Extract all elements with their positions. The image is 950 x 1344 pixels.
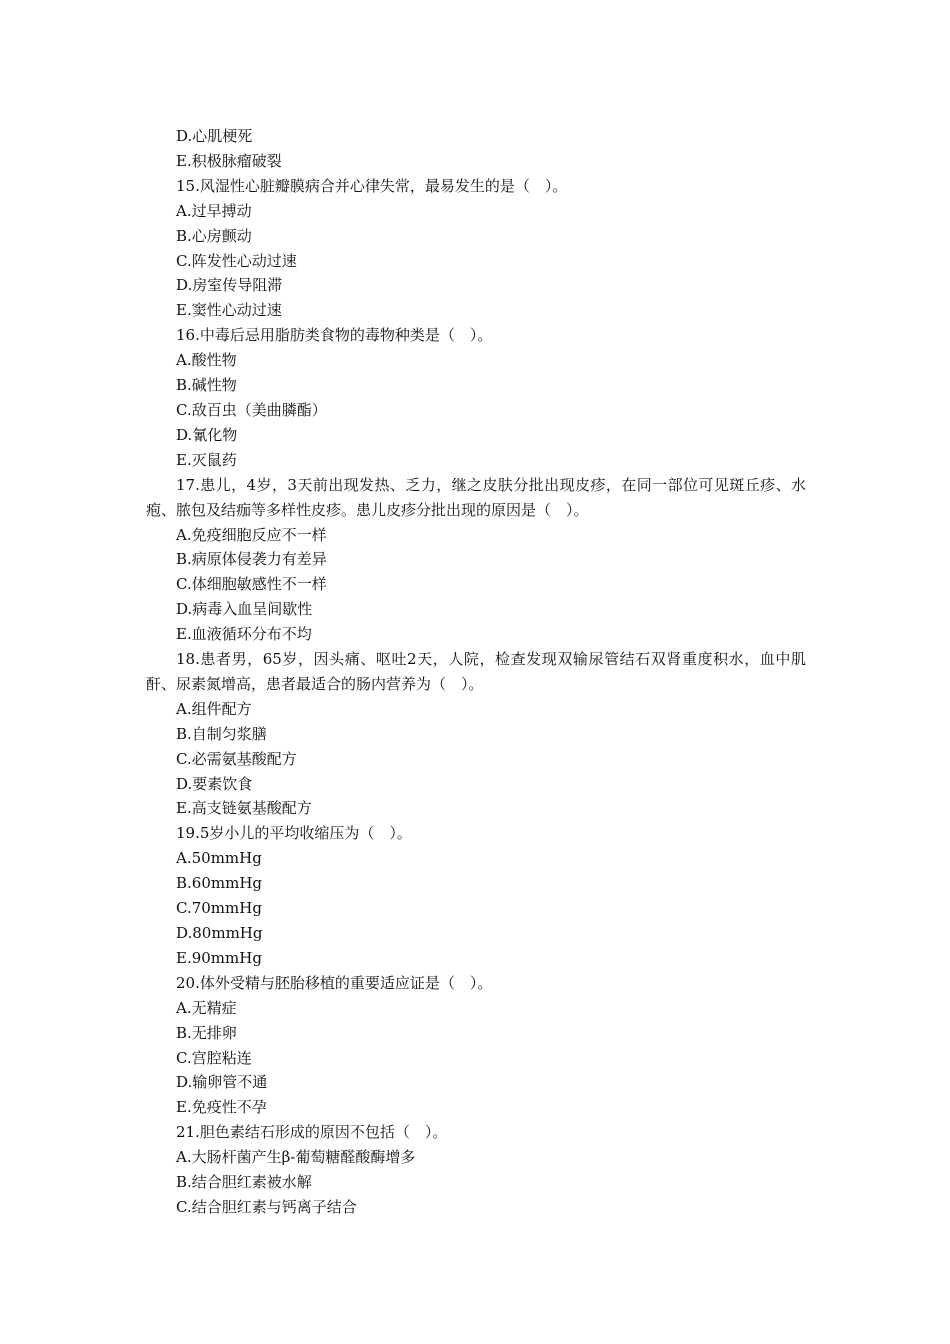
- answer-option: E.90mmHg: [176, 948, 262, 967]
- answer-option: C.70mmHg: [176, 899, 262, 918]
- answer-option: B.60mmHg: [176, 874, 263, 893]
- answer-option: C.结合胆红素与钙离子结合: [176, 1197, 357, 1216]
- answer-option: B.无排卵: [176, 1023, 237, 1042]
- answer-option: D.80mmHg: [176, 924, 263, 942]
- question-text: 18.患者男，65岁，因头痛、呕吐2天，人院，检查发现双输尿管结石双肾重度积水，血中肌酐、尿素氮增高，患者最适合的肠内营养为（ ）。: [146, 650, 806, 693]
- answer-option: E.窦性心动过速: [176, 301, 282, 320]
- answer-option: A.大肠杆菌产生β-葡萄糖醛酸酶增多: [176, 1148, 416, 1167]
- exam-content: [146, 124, 806, 1220]
- answer-option: E.血液循环分布不均: [176, 625, 312, 644]
- answer-option: C.体细胞敏感性不一样: [176, 575, 327, 594]
- answer-option: D.心肌梗死: [176, 127, 253, 145]
- answer-option: D.要素饮食: [176, 774, 253, 793]
- question-text: 16.中毒后忌用脂肪类食物的毒物种类是（ ）。: [176, 326, 493, 345]
- answer-option: A.组件配方: [176, 699, 252, 718]
- answer-option: E.灭鼠药: [176, 450, 237, 469]
- answer-option: C.阵发性心动过速: [176, 251, 297, 270]
- question-text: 21.胆色素结石形成的原因不包括（ ）。: [176, 1123, 448, 1142]
- answer-option: B.结合胆红素被水解: [176, 1173, 312, 1192]
- answer-option: B.自制匀浆膳: [176, 724, 267, 743]
- answer-option: A.50mmHg: [176, 849, 262, 868]
- answer-option: D.氰化物: [176, 425, 238, 444]
- question-text: 17.患儿，4岁，3天前出现发热、乏力，继之皮肤分批出现皮疹，在同一部位可见斑丘疹、水疱、脓包及结痂等多样性皮疹。患儿皮疹分批出现的原因是（ ）。: [146, 475, 806, 519]
- question-text: 19.5岁小儿的平均收缩压为（ ）。: [176, 824, 412, 843]
- answer-option: B.碱性物: [176, 376, 237, 395]
- question-text: 20.体外受精与胚胎移植的重要适应证是（ ）。: [176, 973, 493, 992]
- answer-option: B.心房颤动: [176, 226, 252, 245]
- answer-option: B.病原体侵袭力有差异: [176, 550, 327, 569]
- answer-option: A.酸性物: [176, 351, 237, 370]
- answer-option: C.敌百虫（美曲膦酯）: [176, 400, 327, 419]
- answer-option: C.宫腔粘连: [176, 1048, 252, 1067]
- answer-option: D.输卵管不通: [176, 1073, 268, 1092]
- answer-option: E.高支链氨基酸配方: [176, 799, 312, 818]
- answer-option: D.病毒入血呈间歇性: [176, 600, 313, 619]
- answer-option: A.无精症: [176, 998, 237, 1017]
- answer-option: C.必需氨基酸配方: [176, 749, 297, 768]
- answer-option: E.免疫性不孕: [176, 1098, 267, 1117]
- answer-option: D.房室传导阻滞: [176, 276, 283, 295]
- question-text: 15.风湿性心脏瓣膜病合并心律失常，最易发生的是（ ）。: [176, 176, 568, 195]
- answer-option: E.积极脉瘤破裂: [176, 151, 282, 170]
- answer-option: A.免疫细胞反应不一样: [176, 525, 327, 544]
- answer-option: A.过早搏动: [176, 201, 252, 220]
